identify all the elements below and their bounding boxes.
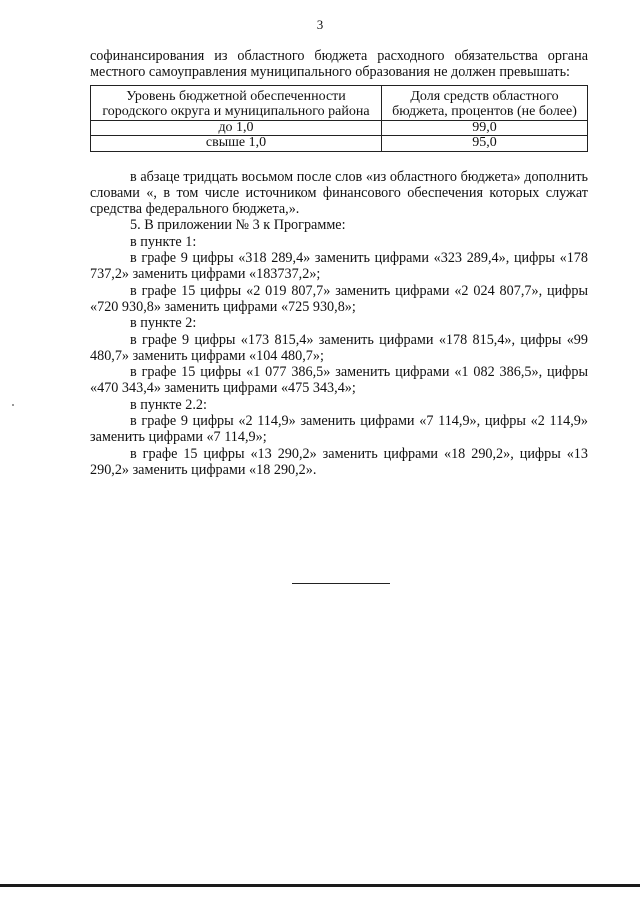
item-heading: в пункте 1: — [130, 233, 197, 250]
table-cell: 99,0 — [382, 120, 588, 136]
item-heading: в пункте 2: — [130, 315, 197, 332]
table-cell: свыше 1,0 — [91, 136, 382, 152]
table-cell: до 1,0 — [91, 120, 382, 136]
end-of-text-rule — [292, 583, 390, 584]
amendment-paragraph: в графе 9 цифры «173 815,4» заменить цифрами «178 815,4», цифры «99 480,7» заменить цифрами «104 480,7»; — [90, 331, 588, 364]
table-header-cell: Уровень бюджетной обеспеченности городского округа и муниципального района — [91, 85, 382, 120]
table-header-row — [91, 85, 588, 120]
amendment-paragraph: в графе 15 цифры «13 290,2» заменить цифрами «18 290,2», цифры «13 290,2» заменить цифрами «18 290,2». — [90, 445, 588, 478]
section-heading: 5. В приложении № 3 к Программе: — [130, 217, 346, 234]
amendment-paragraph: в графе 15 цифры «2 019 807,7» заменить цифрами «2 024 807,7», цифры «720 930,8» заменить цифрами «725 930,8»; — [90, 282, 588, 315]
page-number: 3 — [316, 17, 324, 32]
document-body — [90, 48, 588, 478]
amendment-paragraph: в графе 15 цифры «1 077 386,5» заменить цифрами «1 082 386,5», цифры «470 343,4» заменить цифрами «475 343,4»; — [90, 364, 588, 397]
table-header-cell: Доля средств областного бюджета, процентов (не более) — [382, 85, 588, 120]
scan-bottom-edge — [0, 884, 640, 887]
scan-speck — [12, 404, 14, 406]
amendment-paragraph: в графе 9 цифры «318 289,4» заменить цифрами «323 289,4», цифры «178 737,2» заменить цифрами «183737,2»; — [90, 250, 588, 283]
cofinancing-table — [90, 85, 588, 152]
amendment-paragraph: в графе 9 цифры «2 114,9» заменить цифрами «7 114,9», цифры «2 114,9» заменить цифрами «7 114,9»; — [90, 413, 588, 446]
table-cell: 95,0 — [382, 136, 588, 152]
table-row — [91, 120, 588, 136]
amendment-paragraph: в абзаце тридцать восьмом после слов «из областного бюджета» дополнить словами «, в том числе источником финансового обеспечения которых служат средства федерального бюджета,». — [90, 168, 588, 218]
intro-paragraph: софинансирования из областного бюджета расходного обязательства органа местного самоуправления муниципального образования не должен превышать: — [90, 48, 588, 81]
table-row — [91, 136, 588, 152]
item-heading: в пункте 2.2: — [130, 396, 207, 413]
